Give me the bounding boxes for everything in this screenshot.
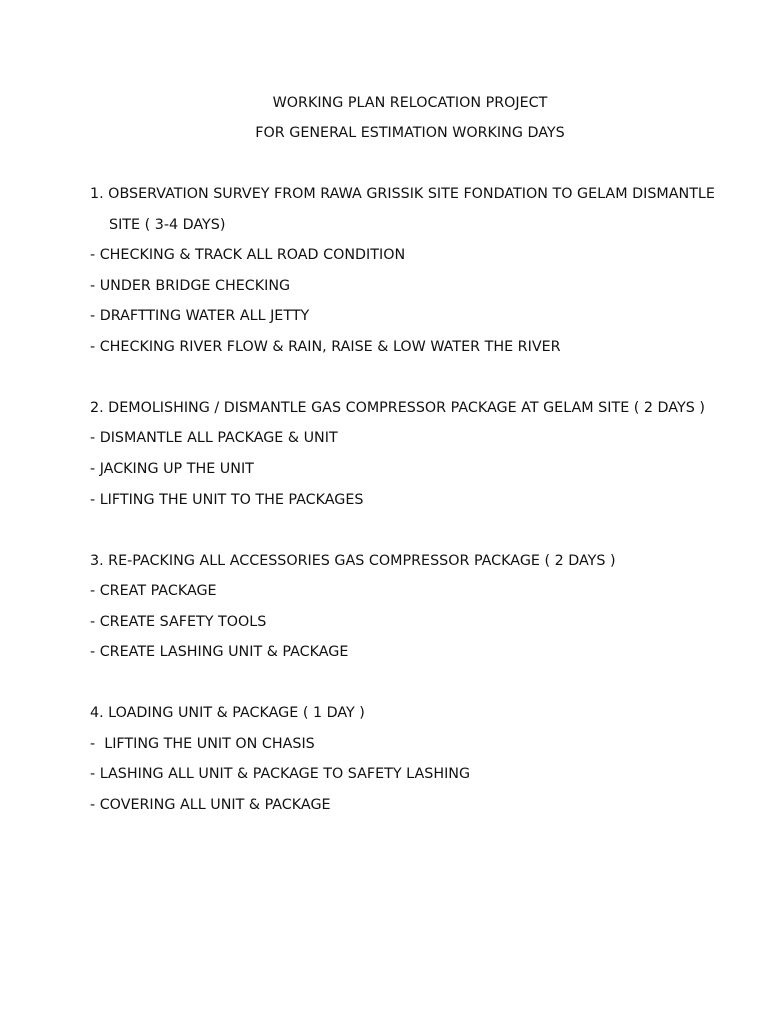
- section-1-item: - DRAFTTING WATER ALL JETTY: [90, 308, 310, 324]
- section-4-heading: 4. LOADING UNIT & PACKAGE ( 1 DAY ): [90, 705, 365, 721]
- section-2-item: - JACKING UP THE UNIT: [90, 461, 254, 477]
- section-4-item: - COVERING ALL UNIT & PACKAGE: [90, 797, 331, 813]
- section-2-item: - LIFTING THE UNIT TO THE PACKAGES: [90, 492, 364, 508]
- section-3-item: - CREATE SAFETY TOOLS: [90, 614, 267, 630]
- section-3-item: - CREAT PACKAGE: [90, 583, 217, 599]
- section-1-heading: 1. OBSERVATION SURVEY FROM RAWA GRISSIK SITE FONDATION TO GELAM DISMANTLE: [90, 186, 715, 202]
- section-1-item: - CHECKING & TRACK ALL ROAD CONDITION: [90, 247, 406, 263]
- section-4-item: - LASHING ALL UNIT & PACKAGE TO SAFETY LASHING: [90, 766, 471, 782]
- section-4-item: - LIFTING THE UNIT ON CHASIS: [90, 736, 315, 752]
- section-1-item: - UNDER BRIDGE CHECKING: [90, 278, 291, 294]
- section-1-heading-continued: SITE ( 3-4 DAYS): [109, 217, 226, 233]
- section-2-item: - DISMANTLE ALL PACKAGE & UNIT: [90, 430, 338, 446]
- document-title-line-1: WORKING PLAN RELOCATION PROJECT: [272, 95, 548, 111]
- document-title-line-2: FOR GENERAL ESTIMATION WORKING DAYS: [255, 125, 565, 141]
- section-3-item: - CREATE LASHING UNIT & PACKAGE: [90, 644, 349, 660]
- section-2-heading: 2. DEMOLISHING / DISMANTLE GAS COMPRESSOR PACKAGE AT GELAM SITE ( 2 DAYS ): [90, 400, 705, 416]
- section-1-item: - CHECKING RIVER FLOW & RAIN, RAISE & LOW WATER THE RIVER: [90, 339, 561, 355]
- section-3-heading: 3. RE-PACKING ALL ACCESSORIES GAS COMPRESSOR PACKAGE ( 2 DAYS ): [90, 553, 616, 569]
